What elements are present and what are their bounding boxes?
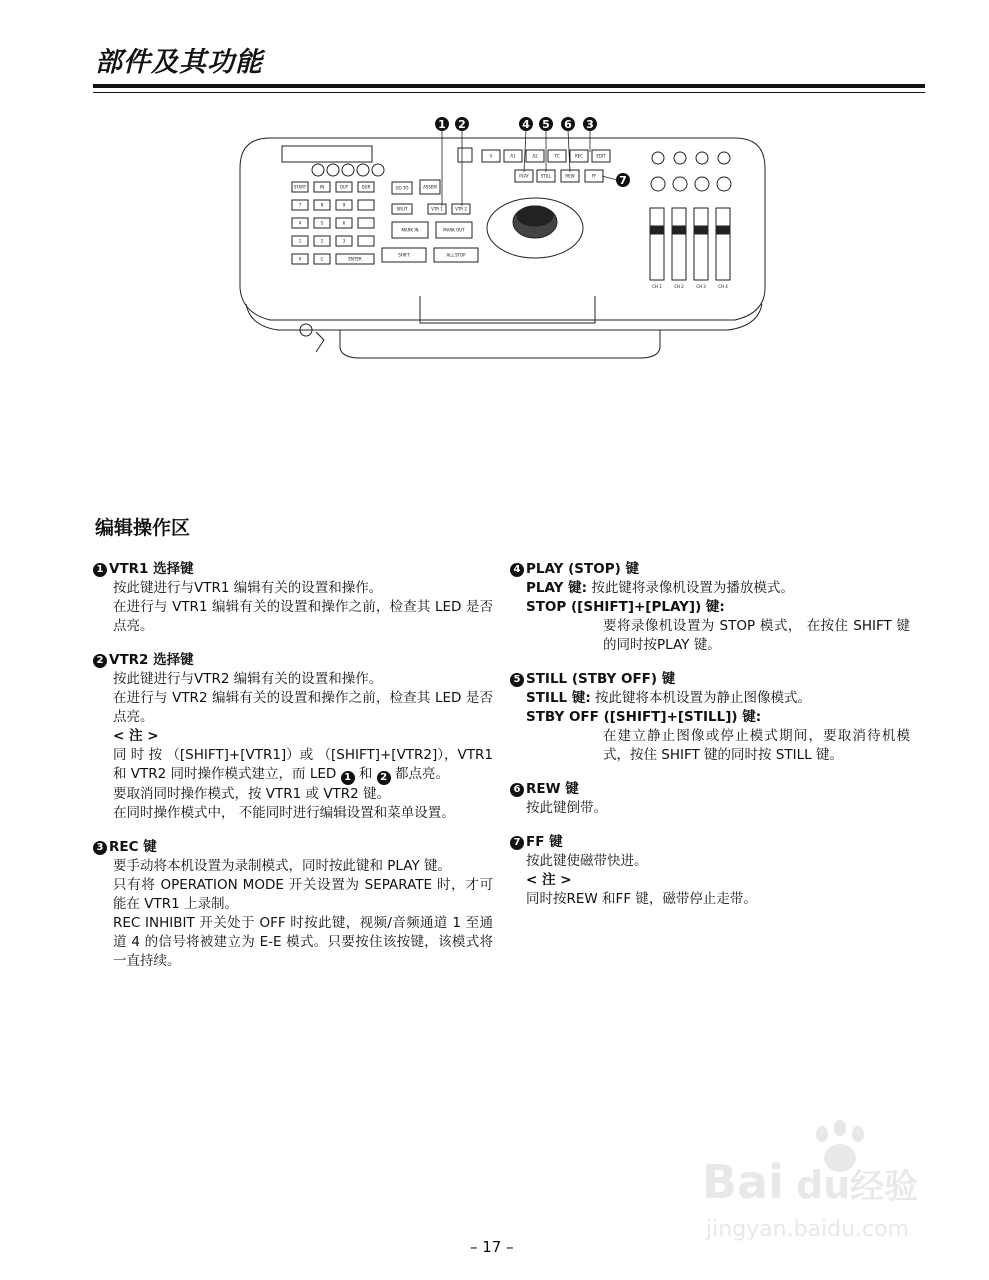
note-label: < 注 > [526,872,572,888]
panel-key-label: 3 [342,238,346,244]
item-text: 在进行与 VTR1 编辑有关的设置和操作之前，检查其 LED 是否点亮。 [113,599,493,634]
level-knob [674,152,686,164]
callout-6-icon: 6 [510,783,524,797]
right-column [510,560,910,924]
item-subtitle: STBY OFF ([SHIFT]+[STILL]) 键: [526,709,762,725]
callout-number: 6 [564,118,572,131]
item-subtitle: STOP ([SHIFT]+[PLAY]) 键: [526,599,725,615]
item-vtr2 [93,651,493,823]
panel-key-label: 2 [320,238,324,244]
controller-body-lower [246,304,762,330]
item-text: 按此键进行与VTR1 编辑有关的设置和操作。 [113,580,383,596]
callout-number: 7 [619,174,627,187]
svg-text:jingyan.baidu.com: jingyan.baidu.com [706,1217,910,1242]
callout-2-icon: 2 [377,771,391,785]
channel-label: CH 1 [652,284,662,289]
panel-key-label: A1 [510,153,516,159]
callout-2-icon: 2 [93,654,107,668]
level-knob [695,177,709,191]
panel-key-label: STILL [540,173,552,179]
level-knob [651,177,665,191]
panel-key-label: MARK OUT [443,227,465,233]
item-text: 只有将 OPERATION MODE 开关设置为 SEPARATE 时，才可能在 VTR1 上录制。 [113,877,493,912]
item-title: PLAY (STOP) 键 [526,561,639,577]
panel-key-label: GO TO [395,185,409,191]
panel-key-label: SHIFT [398,252,410,258]
panel-key-label: 1 [298,238,302,244]
panel-key-label: 9 [342,202,346,208]
keypad-key [358,218,374,228]
keypad-key [358,200,374,210]
item-text: PLAY 键: 按此键将录像机设置为播放模式。 [526,580,794,596]
callout-1-icon: 1 [93,563,107,577]
item-title: VTR1 选择键 [109,561,194,577]
audio-fader-slot [672,208,686,280]
panel-key-label: C [320,256,324,262]
level-knob [696,152,708,164]
panel-key-label: VTR 1 [431,206,443,212]
item-text: 在进行与 VTR2 编辑有关的设置和操作之前，检查其 LED 是否点亮。 [113,690,493,725]
item-text: 要将录像机设置为 STOP 模式， 在按住 SHIFT 键的同时按PLAY 键。 [603,618,910,653]
panel-key-label: TC [554,153,560,159]
callout-number: 3 [586,118,594,131]
panel-key-label: ALL STOP [446,252,466,258]
editing-controller-illustration [230,108,775,370]
channel-label: CH 2 [674,284,684,289]
callout-number: 1 [438,118,446,131]
carry-handle [340,330,660,358]
section-title: 编辑操作区 [95,517,191,539]
panel-key-label: FF [591,173,597,179]
keypad-key [358,236,374,246]
item-vtr1 [93,560,493,636]
channel-label: CH 3 [696,284,706,289]
panel-key-label: 6 [342,220,346,226]
item-title: REC 键 [109,839,157,855]
svg-text:Bai: Bai [702,1155,784,1209]
callout-7-icon: 7 [510,836,524,850]
item-title: REW 键 [526,781,579,797]
audio-fader-cap [717,226,729,234]
item-title: FF 键 [526,834,563,850]
callout-number: 2 [458,118,466,131]
audio-fader-cap [695,226,707,234]
level-knob [673,177,687,191]
level-knob [717,177,731,191]
item-text: 按此键倒带。 [526,800,607,816]
panel-key-label: OUT [339,184,349,190]
panel-key-label: VTR 2 [455,206,467,212]
jog-shuttle-wheel [487,198,583,258]
item-title: STILL (STBY OFF) 键 [526,671,676,687]
item-text: 要手动将本机设置为录制模式，同时按此键和 PLAY 键。 [113,858,451,874]
callout-4-icon: 4 [510,563,524,577]
panel-key-label: 5 [320,220,324,226]
panel-key-label: V [489,153,493,159]
panel-key-label: REW [565,173,575,179]
left-column [93,560,493,986]
item-rec [93,838,493,971]
audio-fader-slot [650,208,664,280]
callout-5-icon: 5 [510,673,524,687]
channel-label: CH 4 [718,284,728,289]
item-ff [510,833,910,909]
svg-text:du: du [796,1163,851,1207]
panel-key-label: DUR [361,184,371,190]
header-rule-thick [93,84,925,88]
item-text: 在建立静止图像或停止模式期间，要取消待机模式，按住 SHIFT 键的同时按 STILL 键。 [603,728,910,763]
level-knob [718,152,730,164]
header-rule-thin [93,92,925,93]
page-number: – 17 – [470,1238,514,1256]
panel-key-label: REC [574,153,584,159]
item-text: 要取消同时操作模式，按 VTR1 或 VTR2 键。 [113,786,391,802]
panel-key-label: SPLIT [396,206,408,212]
callout-number: 5 [542,118,550,131]
item-text: 同 时 按 （[SHIFT]+[VTR1]）或 （[SHIFT]+[VTR2]），VTR1 和 VTR2 同时操作模式建立，而 LED 1 和 2 都点亮。 [113,747,493,783]
audio-fader-cap [673,226,685,234]
panel-key-label: A2 [532,153,538,159]
callout-1-icon: 1 [341,771,355,785]
item-text: STILL 键: 按此键将本机设置为静止图像模式。 [526,690,812,706]
item-text: 在同时操作模式中， 不能同时进行编辑设置和菜单设置。 [113,805,455,821]
baidu-watermark-logo [700,1120,930,1250]
audio-fader-slot [694,208,708,280]
audio-fader-slot [716,208,730,280]
panel-key-label: PLAY [519,173,529,179]
panel-key-label: 0 [298,256,302,262]
panel-key-label: MARK IN [401,227,419,233]
panel-key-label: EDIT [596,153,606,159]
panel-key-label: IN [319,184,325,190]
note-label: < 注 > [113,728,159,744]
item-text: REC INHIBIT 开关处于 OFF 时按此键，视频/音频通道 1 至通道 4 的信号将被建立为 E-E 模式。只要按住该按键，该模式将一直持续。 [113,915,493,969]
callout-leader [602,176,617,180]
audio-fader-cap [651,226,663,234]
panel-key-label: START [293,184,307,190]
panel-key-label: 4 [298,220,302,226]
callout-number: 4 [522,118,530,131]
item-text: 按此键使磁带快进。 [526,853,648,869]
callout-3-icon: 3 [93,841,107,855]
page-title: 部件及其功能 [95,47,263,78]
panel-key-label: 7 [298,202,302,208]
level-knob [652,152,664,164]
item-text: 按此键进行与VTR2 编辑有关的设置和操作。 [113,671,383,687]
item-play [510,560,910,655]
panel-key-label: ENTER [348,256,362,262]
mode-key [458,148,472,162]
item-still [510,670,910,765]
item-text: 同时按REW 和FF 键，磁带停止走带。 [526,891,757,907]
item-title: VTR2 选择键 [109,652,194,668]
panel-key-label: ASSEM [423,184,437,190]
svg-text:经验: 经验 [850,1167,918,1207]
item-rew [510,780,910,818]
panel-key-label: 8 [320,202,324,208]
